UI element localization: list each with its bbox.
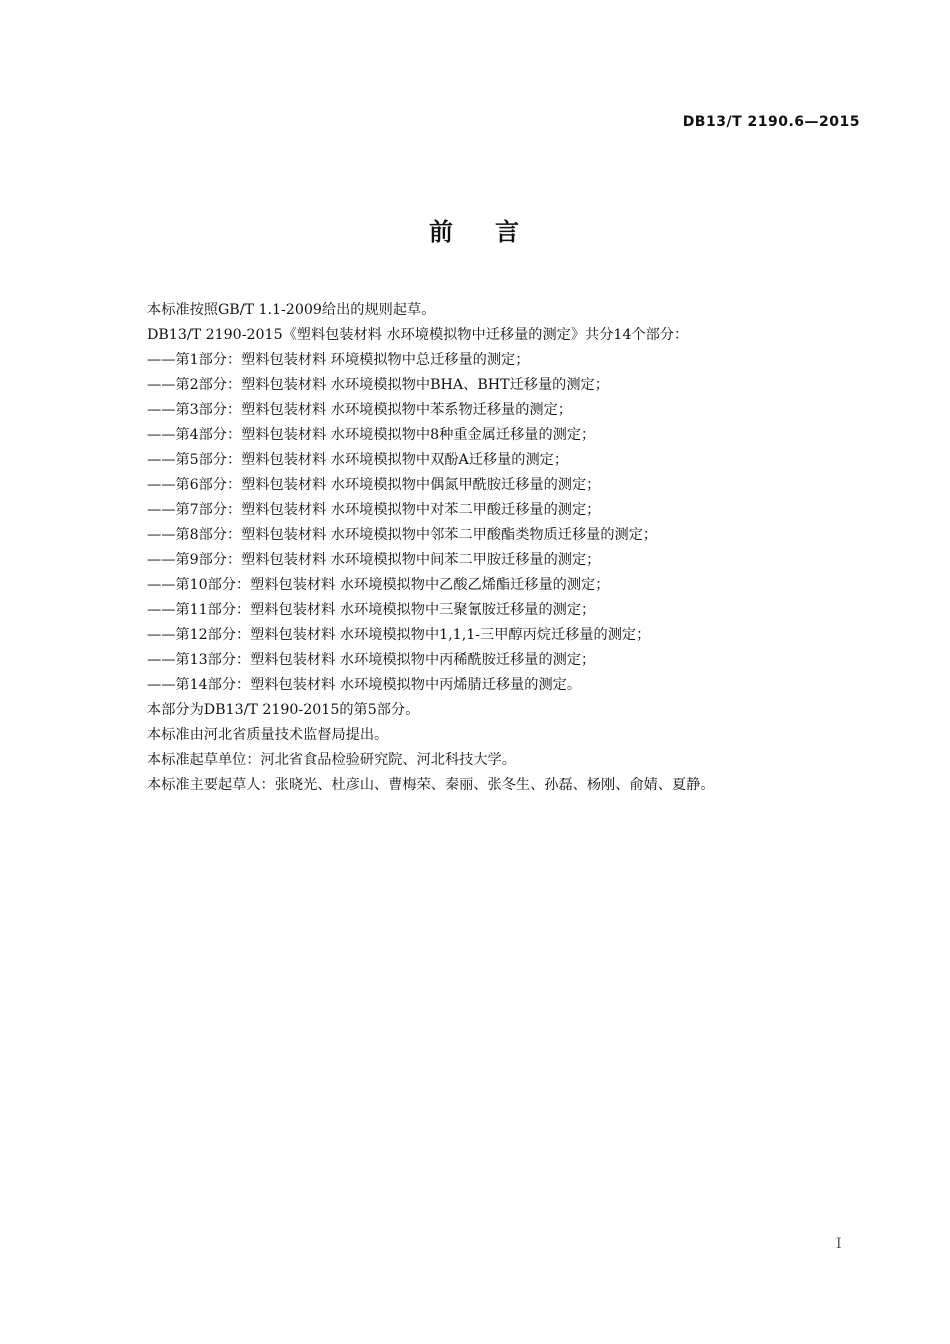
part-list-item: ——第13部分：塑料包装材料 水环境模拟物中丙稀酰胺迁移量的测定； — [147, 652, 596, 668]
page-title-char-1: 前 — [429, 218, 455, 246]
part-list-item: ——第10部分：塑料包装材料 水环境模拟物中乙酸乙烯酯迁移量的测定； — [147, 577, 610, 593]
closing-line-part-number: 本部分为DB13/T 2190-2015的第5部分。 — [147, 702, 420, 718]
page-title-char-2: 言 — [495, 218, 521, 246]
part-list-item: ——第11部分：塑料包装材料 水环境模拟物中三聚氰胺迁移量的测定； — [147, 602, 596, 618]
page-title — [0, 212, 950, 247]
part-list-item: ——第8部分：塑料包装材料 水环境模拟物中邻苯二甲酸酯类物质迁移量的测定； — [147, 527, 658, 543]
closing-line-proposer: 本标准由河北省质量技术监督局提出。 — [147, 727, 389, 743]
part-list-item: ——第6部分：塑料包装材料 水环境模拟物中偶氮甲酰胺迁移量的测定； — [147, 477, 601, 493]
page-number: I — [836, 1236, 842, 1252]
closing-line-drafting-units: 本标准起草单位：河北省食品检验研究院、河北科技大学。 — [147, 752, 516, 768]
intro-line-parts-summary: DB13/T 2190-2015《塑料包装材料 水环境模拟物中迁移量的测定》共分14个部分： — [147, 327, 689, 343]
foreword-body — [147, 298, 867, 798]
part-list-item: ——第7部分：塑料包装材料 水环境模拟物中对苯二甲酸迁移量的测定； — [147, 502, 601, 518]
standard-code: DB13/T 2190.6—2015 — [682, 114, 860, 130]
part-list-item: ——第2部分：塑料包装材料 水环境模拟物中BHA、BHT迁移量的测定； — [147, 377, 609, 393]
part-list-item: ——第1部分：塑料包装材料 环境模拟物中总迁移量的测定； — [147, 352, 530, 368]
part-list-item: ——第5部分：塑料包装材料 水环境模拟物中双酚A迁移量的测定； — [147, 452, 569, 468]
part-list-item: ——第4部分：塑料包装材料 水环境模拟物中8种重金属迁移量的测定； — [147, 427, 596, 443]
part-list-item: ——第12部分：塑料包装材料 水环境模拟物中1,1,1-三甲醇丙烷迁移量的测定； — [147, 627, 651, 643]
part-list-item: ——第14部分：塑料包装材料 水环境模拟物中丙烯腈迁移量的测定。 — [147, 677, 582, 693]
intro-line-drafting-rules: 本标准按照GB/T 1.1-2009给出的规则起草。 — [147, 302, 436, 318]
part-list-item: ——第9部分：塑料包装材料 水环境模拟物中间苯二甲胺迁移量的测定； — [147, 552, 601, 568]
closing-line-drafters: 本标准主要起草人：张晓光、杜彦山、曹梅荣、秦丽、张冬生、孙磊、杨刚、俞婧、夏静。 — [147, 777, 715, 793]
part-list-item: ——第3部分：塑料包装材料 水环境模拟物中苯系物迁移量的测定； — [147, 402, 572, 418]
